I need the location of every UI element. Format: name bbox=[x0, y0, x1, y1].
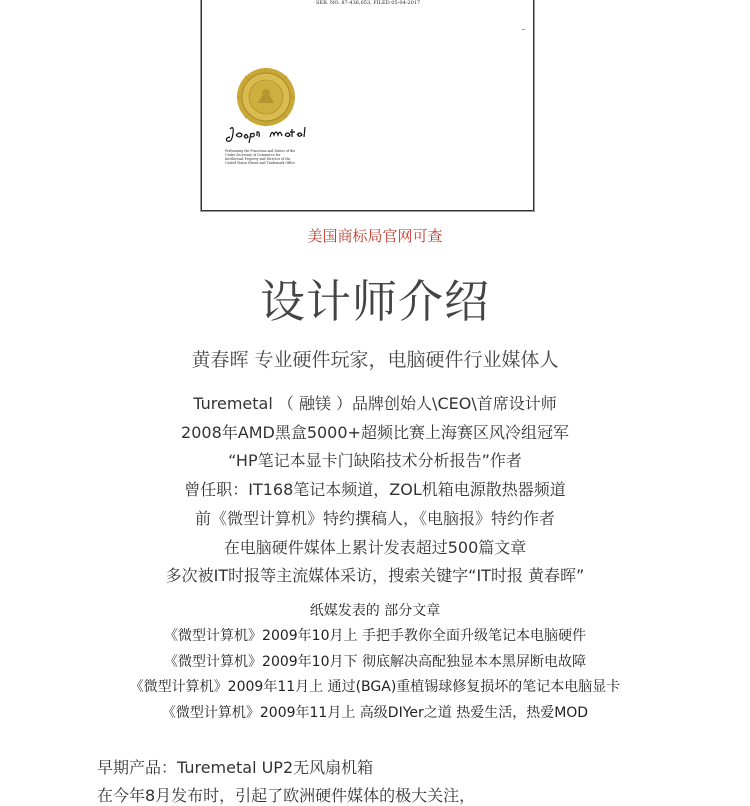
certificate-serial: SER. NO. 87-436,053, FILED 05-04-2017 bbox=[316, 0, 421, 6]
signature-caption-line: Intellectual Property and Director of the bbox=[225, 157, 291, 161]
article-item: 《微型计算机》2009年11月上 通过(BGA)重植锡球修复损坏的笔记本电脑显卡 bbox=[129, 679, 621, 695]
designer-bio bbox=[0, 390, 750, 591]
trademark-certificate-image bbox=[201, 0, 534, 211]
articles-list bbox=[0, 624, 750, 726]
bio-line: 前《微型计算机》特约撰稿人，《电脑报》特约作者 bbox=[194, 508, 555, 528]
signature-caption-line: United States Patent and Trademark Office bbox=[225, 161, 296, 165]
certificate-caption: 美国商标局官网可查 bbox=[307, 227, 443, 245]
bio-line: Turemetal （ 融镁 ）品牌创始人\CEO\首席设计师 bbox=[193, 394, 557, 413]
signature-caption bbox=[225, 149, 315, 165]
early-products-description: 在今年8月发布时，引起了欧洲硬件媒体的极大关注， bbox=[97, 786, 476, 805]
gold-seal-icon bbox=[236, 67, 296, 127]
signature-caption-line: Under Secretary of Commerce for bbox=[225, 153, 281, 157]
early-products: 早期产品：Turemetal UP2无风扇机箱 bbox=[97, 758, 374, 777]
article-item: 《微型计算机》2009年11月上 高级DIYer之道 热爱生活，热爱MOD bbox=[161, 704, 589, 721]
certificate-mark bbox=[522, 29, 525, 30]
designer-subtitle: 黄春晖 专业硬件玩家，电脑硬件行业媒体人 bbox=[191, 349, 559, 371]
bio-line: 2008年AMD黑盒5000+超频比赛上海赛区风冷组冠军 bbox=[181, 422, 569, 442]
bio-line: 曾任职：IT168笔记本频道，ZOL机箱电源散热器频道 bbox=[184, 480, 566, 500]
article-item: 《微型计算机》2009年10月下 彻底解决高配独显本本黑屏断电故障 bbox=[164, 653, 586, 670]
handwritten-signature bbox=[224, 123, 316, 149]
signature-caption-line: Performing the Functions and Duties of the bbox=[225, 149, 296, 153]
articles-heading: 纸媒发表的 部分文章 bbox=[309, 603, 441, 619]
bio-line: 在电脑硬件媒体上累计发表超过500篇文章 bbox=[223, 537, 527, 557]
bio-line: “HP笔记本显卡门缺陷技术分析报告”作者 bbox=[228, 451, 522, 471]
section-title: 设计师介绍 bbox=[259, 275, 490, 328]
article-item: 《微型计算机》2009年10月上 手把手教你全面升级笔记本电脑硬件 bbox=[164, 628, 586, 644]
bio-line: 多次被IT时报等主流媒体采访，搜索关键字“IT时报 黄春晖” bbox=[165, 566, 585, 586]
